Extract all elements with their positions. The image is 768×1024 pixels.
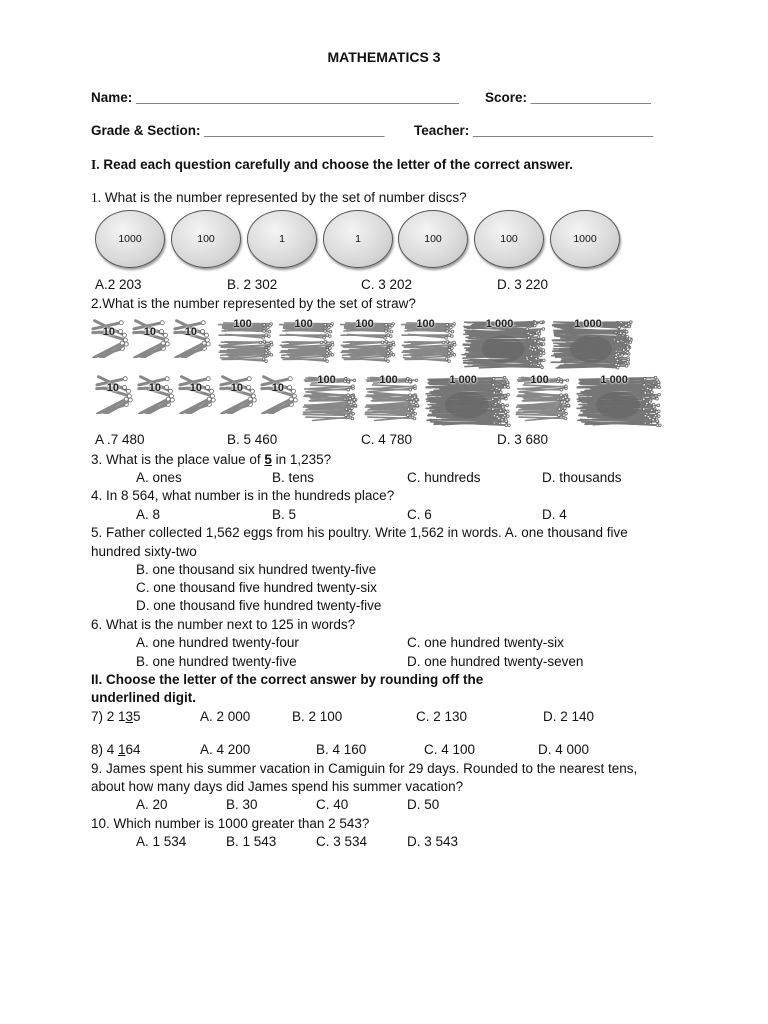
number-disc: 100: [474, 210, 544, 268]
number-disc: 1000: [95, 210, 165, 268]
straw-bundle-label: 10: [143, 326, 157, 338]
choice-a[interactable]: A.2 203: [95, 277, 142, 292]
question-6-text: 6. What is the number next to 125 in words?: [91, 617, 356, 632]
question-7-prefix: 7) 2 1: [91, 709, 126, 724]
choice-d[interactable]: D. 3 543: [407, 834, 459, 849]
straw-bundle-hundred: [513, 374, 571, 424]
choice-d[interactable]: D. 3 220: [497, 277, 549, 292]
choice-b[interactable]: B. 5: [272, 507, 297, 522]
question-1-text: What is the number represented by the set of number discs?: [104, 190, 467, 205]
choice-c[interactable]: C. 2 130: [416, 709, 468, 724]
number-disc: 100: [171, 210, 241, 268]
straw-bundle-label: 100: [233, 318, 252, 330]
number-disc: 100: [398, 210, 468, 268]
question-1-number: 1.: [91, 190, 102, 205]
choice-d[interactable]: D. 4 000: [538, 742, 590, 757]
choice-b[interactable]: B. 5 460: [227, 432, 278, 447]
straw-bundle-ten: [136, 374, 176, 414]
choice-c[interactable]: C. 3 202: [361, 277, 413, 292]
straw-bundle-hundred: [362, 374, 420, 424]
straw-bundle-ten: [131, 318, 171, 358]
page-title: MATHEMATICS 3: [327, 49, 441, 65]
straw-bundle-label: 100: [416, 318, 435, 330]
straw-bundle-ten: [218, 374, 258, 414]
number-disc: 1000: [550, 210, 620, 268]
straw-bundle-label: 10: [230, 382, 244, 394]
choice-b[interactable]: B. 1 543: [226, 834, 277, 849]
choice-d[interactable]: D. one thousand five hundred twenty-five: [136, 598, 382, 613]
choice-a[interactable]: A. one hundred twenty-four: [136, 635, 299, 650]
question-3-prefix: 3. What is the place value of: [91, 452, 265, 467]
straw-bundle-label: 100: [530, 374, 549, 386]
straw-bundle-hundred: [300, 374, 358, 424]
question-5-text-line-2: hundred sixty-two: [91, 544, 197, 559]
question-3-text: [91, 452, 331, 467]
choice-c[interactable]: C. 3 534: [316, 834, 368, 849]
score-field-label: Score: ________________: [485, 90, 651, 105]
straw-bundle-hundred: [277, 318, 335, 366]
choice-c[interactable]: C. 4 780: [361, 432, 413, 447]
straw-bundle-ten: [259, 374, 299, 414]
choice-b[interactable]: B. 2 302: [227, 277, 278, 292]
choice-a[interactable]: A. 1 534: [136, 834, 187, 849]
straw-bundle-label: 1 000: [600, 374, 628, 386]
straw-bundle-label: 100: [317, 374, 336, 386]
question-9-text-line-1: 9. James spent his summer vacation in Camiguin for 29 days. Rounded to the nearest tens,: [91, 761, 638, 776]
question-9-text-line-2: about how many days did James spend his summer vacation?: [91, 779, 464, 794]
straw-bundle-ten: [94, 374, 134, 414]
teacher-field-label: Teacher: ________________________: [414, 123, 654, 138]
choice-d[interactable]: D. one hundred twenty-seven: [407, 654, 584, 669]
part1-instruction: [91, 157, 573, 173]
straw-bundle-label: 10: [271, 382, 285, 394]
choice-c[interactable]: C. 6: [407, 507, 432, 522]
choice-d[interactable]: D. 2 140: [543, 709, 595, 724]
choice-a[interactable]: A. 4 200: [200, 742, 251, 757]
straw-bundle-thousand: [549, 318, 633, 372]
straw-bundle-thousand: [574, 374, 662, 428]
question-7-underlined-digit: 3: [125, 709, 134, 724]
choice-b[interactable]: B. 4 160: [316, 742, 367, 757]
choice-b[interactable]: B. one thousand six hundred twenty-five: [136, 562, 377, 577]
straw-bundle-thousand: [423, 374, 511, 428]
straw-bundle-ten: [90, 318, 130, 358]
question-7-suffix: 5: [133, 709, 141, 724]
straw-bundle-ten: [172, 318, 212, 358]
grade-section-field-label: Grade & Section: ________________________: [91, 123, 385, 138]
question-7-number: [91, 709, 141, 724]
choice-c[interactable]: C. 4 100: [424, 742, 476, 757]
choice-a[interactable]: A. 2 000: [200, 709, 251, 724]
number-disc: 1: [247, 210, 317, 268]
choice-d[interactable]: D. 4: [542, 507, 567, 522]
question-5-text-line-1: 5. Father collected 1,562 eggs from his poultry. Write 1,562 in words. A. one thousand five: [91, 525, 628, 540]
straw-bundle-hundred: [216, 318, 274, 366]
choice-c[interactable]: C. 40: [316, 797, 349, 812]
part2-instruction-line-1: II. Choose the letter of the correct answer by rounding off the: [91, 672, 484, 687]
straw-bundle-label: 1 000: [485, 318, 514, 330]
choice-d[interactable]: D. thousands: [542, 470, 622, 485]
question-4-text: 4. In 8 564, what number is in the hundreds place?: [91, 488, 395, 503]
straw-bundle-label: 10: [106, 382, 120, 394]
choice-d[interactable]: D. 50: [407, 797, 440, 812]
choice-c[interactable]: C. hundreds: [407, 470, 481, 485]
question-1: [91, 190, 467, 206]
straw-bundle-label: 100: [355, 318, 374, 330]
part1-numeral: I.: [91, 157, 100, 172]
choice-b[interactable]: B. one hundred twenty-five: [136, 654, 297, 669]
straw-bundle-label: 10: [148, 382, 162, 394]
part1-text: Read each question carefully and choose the letter of the correct answer.: [103, 157, 574, 172]
question-10-text: 10. Which number is 1000 greater than 2 543?: [91, 816, 370, 831]
straw-bundle-label: 100: [379, 374, 398, 386]
question-3-suffix: in 1,235?: [271, 452, 332, 467]
choice-d[interactable]: D. 3 680: [497, 432, 549, 447]
choice-a[interactable]: A. 8: [136, 507, 161, 522]
straw-bundle-label: 1 000: [574, 318, 602, 330]
question-3-digit: 5: [264, 452, 272, 467]
choice-b[interactable]: B. 2 100: [292, 709, 343, 724]
straw-bundle-label: 10: [189, 382, 203, 394]
choice-c[interactable]: C. one hundred twenty-six: [407, 635, 564, 650]
straw-bundle-hundred: [338, 318, 396, 366]
straw-bundle-label: 1 000: [449, 374, 477, 386]
straw-bundle-label: 10: [102, 326, 116, 338]
choice-a[interactable]: A. 20: [136, 797, 168, 812]
question-8-underlined-digit: 1: [118, 742, 126, 757]
part2-instruction-line-2: underlined digit.: [91, 690, 196, 705]
choice-a[interactable]: A .7 480: [95, 432, 145, 447]
choice-b[interactable]: B. tens: [272, 470, 315, 485]
straw-bundle-hundred: [399, 318, 457, 366]
straw-bundle-label: 100: [294, 318, 313, 330]
question-8-number: [91, 742, 141, 757]
question-8-suffix: 64: [125, 742, 141, 757]
straw-bundle-ten: [177, 374, 217, 414]
number-disc: 1: [323, 210, 393, 268]
choice-c[interactable]: C. one thousand five hundred twenty-six: [136, 580, 377, 595]
straw-bundle-thousand: [460, 318, 546, 372]
question-8-prefix: 8) 4: [91, 742, 119, 757]
name-field-label: Name: ___________________________________________: [91, 90, 459, 105]
question-2-text: 2.What is the number represented by the set of straw?: [91, 296, 416, 311]
choice-a[interactable]: A. ones: [136, 470, 182, 485]
choice-b[interactable]: B. 30: [226, 797, 258, 812]
straw-bundle-label: 10: [184, 326, 198, 338]
